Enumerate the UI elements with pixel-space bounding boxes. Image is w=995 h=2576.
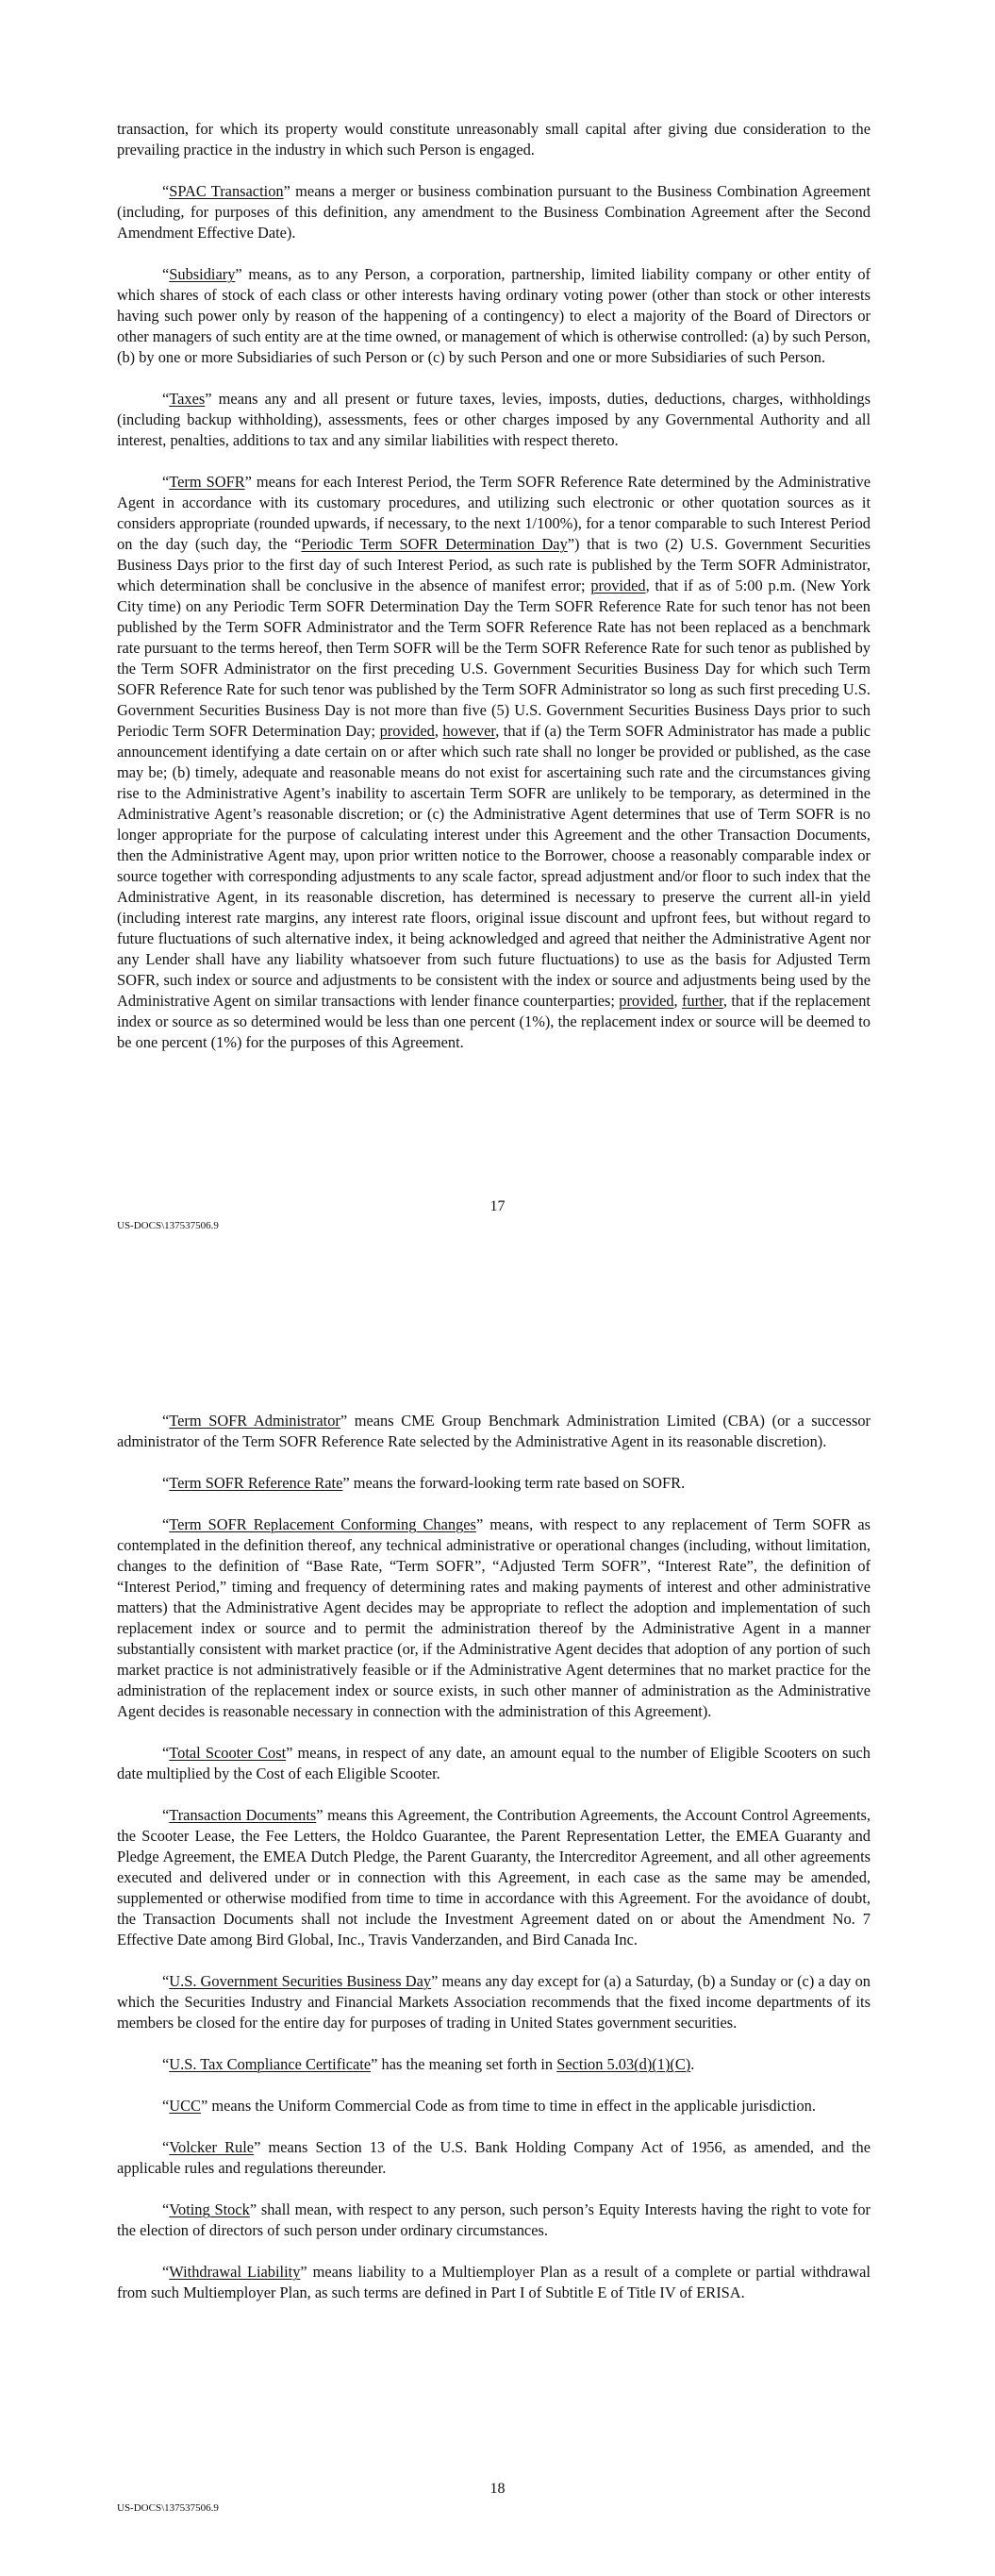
definition-paragraph <box>117 2054 871 2075</box>
paragraph-text: ” means the forward-looking term rate based on SOFR. <box>342 1474 686 1492</box>
paragraph-text: , that if the replacement index or source as so determined would be less than one percent (1%), the replacement index or source will be deemed to be one percent (1%) for the purposes of this Agreement. <box>117 992 871 1051</box>
paragraph-text: “ <box>162 2097 170 2115</box>
definition-paragraph <box>117 1411 871 1452</box>
paragraph-text: “ <box>162 1806 170 1824</box>
paragraph-text: ” means any and all present or future taxes, levies, imposts, duties, deductions, charges, withholdings (including backup withholding), assessments, fees or other charges imposed by any Governmental Authority and all interest, penalties, additions to tax and any similar liabilities with respect thereto. <box>117 390 871 449</box>
paragraph-text: , that if as of 5:00 p.m. (New York City time) on any Periodic Term SOFR Determination Day the Term SOFR Reference Rate for such tenor has not been published by the Term SOFR Administrator and the Term SOFR Reference Rate has not been replaced as a benchmark rate pursuant to the terms hereof, then Term SOFR will be the Term SOFR Reference Rate for such tenor as published by the Term SOFR Administrator on the first preceding U.S. Government Securities Business Day for which such Term SOFR Reference Rate for such tenor was published by the Term SOFR Administrator so long as such first preceding U.S. Government Securities Business Day is not more than five (5) U.S. Government Securities Business Days prior to such Periodic Term SOFR Determination Day; <box>117 577 871 740</box>
definition-paragraph <box>117 2137 871 2179</box>
continued-paragraph <box>117 119 871 160</box>
definition-paragraph <box>117 264 871 368</box>
document-id-footer: US-DOCS\137537506.9 <box>117 1220 219 1231</box>
defined-term: Term SOFR Administrator <box>169 1412 340 1430</box>
paragraph-text: ” means CME Group Benchmark Administration Limited (CBA) (or a successor administrator of the Term SOFR Reference Rate selected by the Administrative Agent in its reasonable discretion). <box>117 1412 871 1450</box>
paragraph-text: “ <box>162 1972 170 1990</box>
defined-term: however <box>442 722 496 740</box>
defined-term: SPAC Transaction <box>169 182 284 200</box>
defined-term: Transaction Documents <box>169 1806 317 1824</box>
definition-paragraph <box>117 181 871 243</box>
defined-term: Subsidiary <box>169 265 236 283</box>
paragraph-text: “ <box>162 2055 170 2073</box>
definition-paragraph <box>117 2096 871 2116</box>
paragraph-text: ” shall mean, with respect to any person, such person’s Equity Interests having the right to vote for the election of directors of such person under ordinary circumstances. <box>117 2200 871 2239</box>
definition-paragraph <box>117 389 871 451</box>
defined-term: provided <box>590 577 646 594</box>
paragraph-text: “ <box>162 473 170 491</box>
definition-paragraph <box>117 472 871 1053</box>
defined-term: Total Scooter Cost <box>169 1744 287 1762</box>
paragraph-text: ” means any day except for (a) a Saturday, (b) a Sunday or (c) a day on which the Securities Industry and Financial Markets Association recommends that the fixed income departments of its members be closed for the entire day for purposes of trading in United States government securities. <box>117 1972 871 2032</box>
defined-term: U.S. Tax Compliance Certificate <box>169 2055 372 2073</box>
paragraph-text: “ <box>162 1474 170 1492</box>
paragraph-text: “ <box>162 182 170 200</box>
paragraph-text: ” has the meaning set forth in <box>371 2055 557 2073</box>
defined-term: UCC <box>169 2097 201 2115</box>
paragraph-text: ” means, as to any Person, a corporation, partnership, limited liability company or other entity of which shares of stock of each class or other interests having ordinary voting power (other than stock or other interests having such power only by reason of the happening of a contingency) to elect a majority of the Board of Directors or other managers of such entity are at the time owned, or management of which is otherwise controlled: (a) by such Person, (b) by one or more Subsidiaries of such Person or (c) by such Person and one or more Subsidiaries of such Person. <box>117 265 871 366</box>
definition-paragraph <box>117 1514 871 1722</box>
page-17-body <box>117 119 871 1074</box>
defined-term: Taxes <box>169 390 206 408</box>
paragraph-text: ” means for each Interest Period, the Term SOFR Reference Rate determined by the Administrative Agent in accordance with its customary procedures, and utilizing such electronic or other quotation sources as it considers appropriate (rounded upwards, if necessary, to the next 1/100%), for a tenor comparable to such Interest Period on the day (such day, the “ <box>117 473 871 553</box>
paragraph-text: transaction, for which its property would constitute unreasonably small capital after giving due consideration to the prevailing practice in the industry in which such Person is engaged. <box>117 120 871 159</box>
paragraph-text: ” means the Uniform Commercial Code as from time to time in effect in the applicable jurisdiction. <box>200 2097 816 2115</box>
definition-paragraph <box>117 1805 871 1950</box>
defined-term: Term SOFR <box>169 473 245 491</box>
paragraph-text: ” means, with respect to any replacement of Term SOFR as contemplated in the definition thereof, any technical administrative or operational changes (including, without limitation, changes to the definition of “Base Rate, “Term SOFR”, “Adjusted Term SOFR”, “Interest Rate”, the definition of “Interest Period,” timing and frequency of determining rates and making payments of interest and other administrative matters) that the Administrative Agent decides may be appropriate to reflect the adoption and implementation of such replacement index or source and to permit the administration thereof by the Administrative Agent in a manner substantially consistent with market practice (or, if the Administrative Agent decides that adoption of any portion of such market practice is not administratively feasible or if the Administrative Agent determines that no market practice for the administration of the replacement index or source exists, in such other manner of administration as the Administrative Agent decides is reasonable necessary in connection with the administration of this Agreement). <box>117 1515 871 1720</box>
defined-term: Term SOFR Reference Rate <box>169 1474 343 1492</box>
paragraph-text: “ <box>162 1515 170 1533</box>
defined-term: provided <box>379 722 435 740</box>
defined-term: further <box>681 992 723 1010</box>
defined-term: U.S. Government Securities Business Day <box>169 1972 432 1990</box>
paragraph-text: , <box>673 992 682 1010</box>
paragraph-text: “ <box>162 2138 170 2156</box>
paragraph-text: ” means this Agreement, the Contribution Agreements, the Account Control Agreements, the Scooter Lease, the Fee Letters, the Holdco Guarantee, the Parent Representation Letter, the EMEA Guaranty and Pledge Agreement, the EMEA Dutch Pledge, the Parent Guaranty, the Intercreditor Agreement, and all other agreements executed and delivered under or in connection with this Agreement, in each case as the same may be amended, supplemented or otherwise modified from time to time in accordance with this Agreement. For the avoidance of doubt, the Transaction Documents shall not include the Investment Agreement dated on or about the Amendment No. 7 Effective Date among Bird Global, Inc., Travis Vanderzanden, and Bird Canada Inc. <box>117 1806 871 1949</box>
paragraph-text: . <box>690 2055 695 2073</box>
defined-term: Term SOFR Replacement Conforming Changes <box>169 1515 476 1533</box>
paragraph-text: ” means Section 13 of the U.S. Bank Holding Company Act of 1956, as amended, and the applicable rules and regulations thereunder. <box>117 2138 871 2177</box>
paragraph-text: “ <box>162 390 170 408</box>
page-number: 17 <box>489 1198 506 1214</box>
defined-term: provided <box>619 992 674 1010</box>
defined-term: Withdrawal Liability <box>169 2263 301 2281</box>
definition-paragraph <box>117 1473 871 1494</box>
paragraph-text: ” means a merger or business combination pursuant to the Business Combination Agreement (including, for purposes of this definition, any amendment to the Business Combination Agreement after the Second Amendment Effective Date). <box>117 182 871 242</box>
paragraph-text: “ <box>162 2200 170 2218</box>
defined-term: Voting Stock <box>169 2200 250 2218</box>
paragraph-text: “ <box>162 265 170 283</box>
definition-paragraph <box>117 1971 871 2033</box>
definition-paragraph <box>117 2200 871 2241</box>
paragraph-text: “ <box>162 1744 170 1762</box>
definition-paragraph <box>117 2262 871 2303</box>
paragraph-text: ”) that is two (2) U.S. Government Securities Business Days prior to the first day of such Interest Period, as such rate is published by the Term SOFR Administrator, which determination shall be conclusive in the absence of manifest error; <box>117 535 871 594</box>
paragraph-text: “ <box>162 1412 170 1430</box>
paragraph-text: , <box>434 722 443 740</box>
page-18-body <box>117 1411 871 2324</box>
defined-term: Periodic Term SOFR Determination Day <box>301 535 568 553</box>
definition-paragraph <box>117 1743 871 1784</box>
paragraph-text: ” means liability to a Multiemployer Plan as a result of a complete or partial withdrawal from such Multiemployer Plan, as such terms are defined in Part I of Subtitle E of Title IV of ERISA. <box>117 2263 871 2301</box>
paragraph-text: ” means, in respect of any date, an amount equal to the number of Eligible Scooters on such date multiplied by the Cost of each Eligible Scooter. <box>117 1744 871 1782</box>
paragraph-text: “ <box>162 2263 170 2281</box>
defined-term: Volcker Rule <box>169 2138 255 2156</box>
defined-term: Section 5.03(d)(1)(C) <box>556 2055 691 2073</box>
paragraph-text: , that if (a) the Term SOFR Administrator has made a public announcement identifying a date certain on or after which such rate shall no longer be provided or published, as the case may be; (b) timely, adequate and reasonable means do not exist for ascertaining such rate and the circumstances giving rise to the Administrative Agent’s inability to ascertain Term SOFR are unlikely to be temporary, as determined in the Administrative Agent’s reasonable discretion; or (c) the Administrative Agent determines that use of Term SOFR is no longer appropriate for the purpose of calculating interest under this Agreement and the other Transaction Documents, then the Administrative Agent may, upon prior written notice to the Borrower, choose a reasonably comparable index or source together with corresponding adjustments to any scale factor, spread adjustment and/or floor to such index that the Administrative Agent, in its reasonable discretion, has determined is necessary to preserve the current all-in yield (including interest rate margins, any interest rate floors, original issue discount and upfront fees, but without regard to future fluctuations of such alternative index, it being acknowledged and agreed that neither the Administrative Agent nor any Lender shall have any liability whatsoever from such future fluctuations) to use as the basis for Adjusted Term SOFR, such index or source and adjustments to be consistent with the index or source and adjustments being used by the Administrative Agent on similar transactions with lender finance counterparties; <box>117 722 871 1010</box>
document-id-footer: US-DOCS\137537506.9 <box>117 2502 219 2514</box>
page-number: 18 <box>489 2481 506 2497</box>
